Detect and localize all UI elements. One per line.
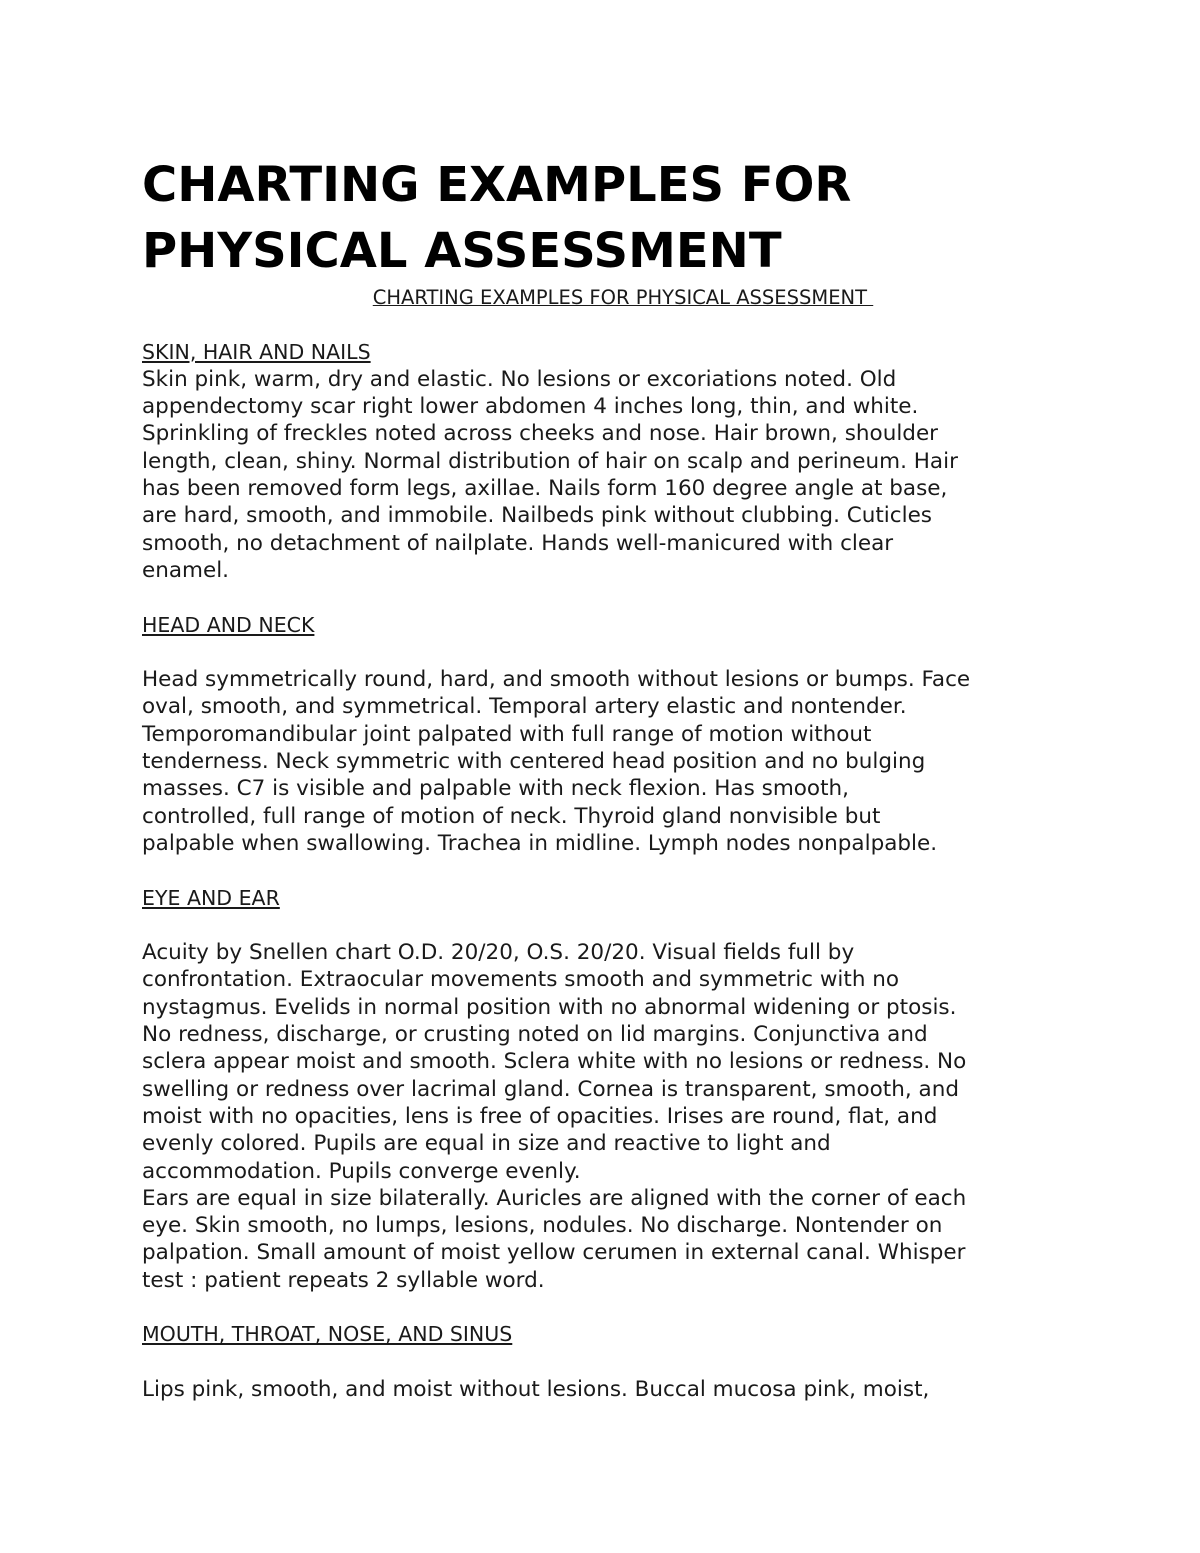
paragraph-line: Lips pink, smooth, and moist without lesions. Buccal mucosa pink, moist, bbox=[142, 1376, 930, 1402]
paragraph-line: nystagmus. Evelids in normal position with no abnormal widening or ptosis. bbox=[142, 994, 957, 1020]
document-title-line: CHARTING EXAMPLES FOR bbox=[142, 157, 852, 213]
paragraph-line: Ears are equal in size bilaterally. Auricles are aligned with the corner of each bbox=[142, 1185, 967, 1211]
paragraph-line: Temporomandibular joint palpated with full range of motion without bbox=[142, 721, 872, 747]
paragraph-line: swelling or redness over lacrimal gland. Cornea is transparent, smooth, and bbox=[142, 1076, 959, 1102]
paragraph-line: oval, smooth, and symmetrical. Temporal artery elastic and nontender. bbox=[142, 694, 907, 720]
paragraph-line: tenderness. Neck symmetric with centered head position and no bulging bbox=[142, 749, 926, 775]
paragraph-line: enamel. bbox=[142, 557, 230, 583]
document-title bbox=[142, 152, 1102, 284]
paragraph-line: eye. Skin smooth, no lumps, lesions, nodules. No discharge. Nontender on bbox=[142, 1213, 943, 1239]
paragraph-line: confrontation. Extraocular movements smooth and symmetric with no bbox=[142, 967, 900, 993]
paragraph-line: controlled, full range of motion of neck. Thyroid gland nonvisible but bbox=[142, 803, 881, 829]
paragraph-line: smooth, no detachment of nailplate. Hands well-manicured with clear bbox=[142, 530, 894, 556]
paragraph-line: palpable when swallowing. Trachea in midline. Lymph nodes nonpalpable. bbox=[142, 830, 938, 856]
paragraph-line: sclera appear moist and smooth. Sclera white with no lesions or redness. No bbox=[142, 1049, 967, 1075]
spacer bbox=[142, 912, 1102, 939]
paragraph-line: masses. C7 is visible and palpable with neck flexion. Has smooth, bbox=[142, 776, 849, 802]
section-heading-eye-ear: EYE AND EAR bbox=[142, 885, 280, 910]
document-body bbox=[142, 284, 1102, 1403]
spacer bbox=[142, 584, 1102, 611]
paragraph-line: moist with no opacities, lens is free of opacities. Irises are round, flat, and bbox=[142, 1103, 938, 1129]
spacer bbox=[142, 1294, 1102, 1321]
section-heading-mouth-throat-nose-sinus: MOUTH, THROAT, NOSE, AND SINUS bbox=[142, 1322, 513, 1347]
paragraph-line: Sprinkling of freckles noted across cheeks and nose. Hair brown, shoulder bbox=[142, 421, 939, 447]
paragraph-line: No redness, discharge, or crusting noted on lid margins. Conjunctiva and bbox=[142, 1022, 928, 1048]
paragraph-line: Acuity by Snellen chart O.D. 20/20, O.S. 20/20. Visual fields full by bbox=[142, 940, 855, 966]
paragraph-line: has been removed form legs, axillae. Nails form 160 degree angle at base, bbox=[142, 476, 948, 502]
paragraph-line: accommodation. Pupils converge evenly. bbox=[142, 1158, 581, 1184]
section-heading-head-neck: HEAD AND NECK bbox=[142, 612, 315, 637]
document-subtitle: CHARTING EXAMPLES FOR PHYSICAL ASSESSMENT bbox=[372, 286, 874, 309]
spacer bbox=[142, 639, 1102, 666]
paragraph-line: are hard, smooth, and immobile. Nailbeds pink without clubbing. Cuticles bbox=[142, 503, 932, 529]
paragraph-line: appendectomy scar right lower abdomen 4 inches long, thin, and white. bbox=[142, 394, 919, 420]
paragraph-line: test : patient repeats 2 syllable word. bbox=[142, 1267, 545, 1293]
spacer bbox=[142, 1349, 1102, 1376]
paragraph-line: Skin pink, warm, dry and elastic. No lesions or excoriations noted. Old bbox=[142, 366, 897, 392]
paragraph-line: evenly colored. Pupils are equal in size and reactive to light and bbox=[142, 1131, 831, 1157]
section-heading-skin-hair-nails: SKIN, HAIR AND NAILS bbox=[142, 339, 371, 364]
paragraph-line: length, clean, shiny. Normal distribution of hair on scalp and perineum. Hair bbox=[142, 448, 958, 474]
document-title-line: PHYSICAL ASSESSMENT bbox=[142, 223, 782, 279]
paragraph-line: palpation. Small amount of moist yellow cerumen in external canal. Whisper bbox=[142, 1240, 966, 1266]
spacer bbox=[142, 311, 1102, 338]
spacer bbox=[142, 857, 1102, 884]
paragraph-line: Head symmetrically round, hard, and smooth without lesions or bumps. Face bbox=[142, 667, 971, 693]
